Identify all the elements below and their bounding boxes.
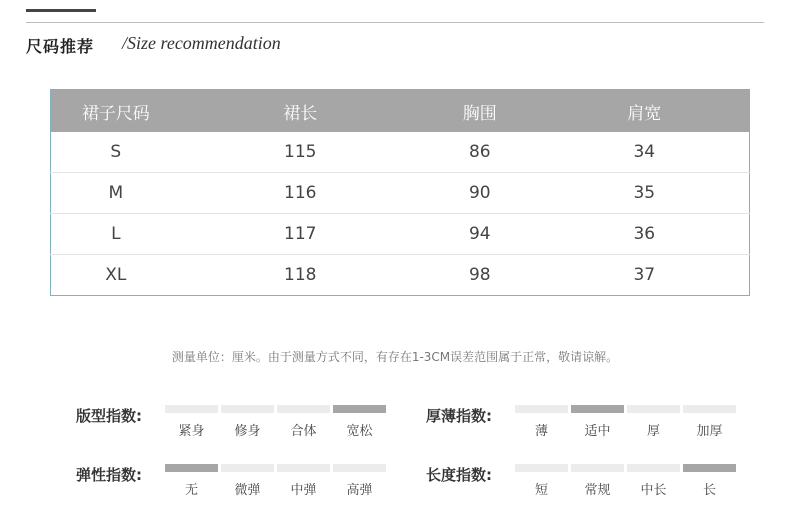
cell-size: M xyxy=(51,173,181,214)
cell-bust: 90 xyxy=(420,173,540,214)
scale-segment xyxy=(515,464,568,472)
column-header-bust: 胸围 xyxy=(420,90,540,133)
table-row xyxy=(51,132,750,173)
header-divider xyxy=(26,22,764,23)
scale-option-label: 紧身 xyxy=(178,424,205,439)
cell-bust: 94 xyxy=(420,214,540,255)
cell-length: 115 xyxy=(181,132,420,173)
scale-option-label: 中长 xyxy=(640,483,667,498)
scale-option-label: 厚 xyxy=(646,424,660,439)
section-title-cn: 尺码推荐 xyxy=(26,37,95,56)
scale-segment xyxy=(221,405,274,413)
scale-segment-selected xyxy=(333,405,386,413)
scale-segment-selected xyxy=(571,405,624,413)
scale-option-label: 合体 xyxy=(290,424,317,439)
cell-size: S xyxy=(51,132,181,173)
cell-length: 117 xyxy=(181,214,420,255)
elasticity-index-label: 弹性指数: xyxy=(76,466,142,484)
measurement-note: 测量单位：厘米。由于测量方式不同，有存在1-3CM误差范围属于正常，敬请谅解。 xyxy=(171,350,619,364)
scale-option-label: 中弹 xyxy=(290,483,317,498)
scale-option-label: 适中 xyxy=(584,424,611,439)
scale-option-label: 薄 xyxy=(534,424,548,439)
cell-size: L xyxy=(51,214,181,255)
header-accent-rule xyxy=(26,9,96,12)
scale-segment xyxy=(277,464,330,472)
scale-option-label: 加厚 xyxy=(696,424,723,439)
scale-segment xyxy=(571,464,624,472)
scale-option-label: 长 xyxy=(702,483,716,498)
scale-option-label: 修身 xyxy=(234,424,261,439)
scale-segment-selected xyxy=(165,464,218,472)
scale-option-label: 宽松 xyxy=(346,424,373,439)
column-header-size: 裙子尺码 xyxy=(51,90,181,133)
scale-segment-selected xyxy=(683,464,736,472)
scale-option-label: 高弹 xyxy=(346,483,373,498)
cell-shoulder: 34 xyxy=(540,132,750,173)
cell-shoulder: 36 xyxy=(540,214,750,255)
section-title-en: /Size recommendation xyxy=(122,33,281,53)
table-row xyxy=(51,214,750,255)
cell-length: 118 xyxy=(284,265,317,285)
scale-segment xyxy=(277,405,330,413)
table-row xyxy=(51,173,750,214)
cell-size: XL xyxy=(105,265,127,285)
length-index-label: 长度指数: xyxy=(426,466,492,484)
scale-segment xyxy=(515,405,568,413)
scale-segment xyxy=(165,405,218,413)
scale-option-label: 无 xyxy=(184,483,198,498)
table-header-row xyxy=(51,90,750,133)
cell-bust: 86 xyxy=(420,132,540,173)
cell-shoulder: 37 xyxy=(633,265,656,285)
cell-length: 116 xyxy=(181,173,420,214)
scale-segment xyxy=(683,405,736,413)
scale-option-label: 微弹 xyxy=(234,483,261,498)
scale-option-label: 短 xyxy=(534,483,548,498)
column-header-shoulder: 肩宽 xyxy=(540,90,750,133)
scale-segment xyxy=(333,464,386,472)
column-header-length: 裙长 xyxy=(181,90,420,133)
cell-shoulder: 35 xyxy=(540,173,750,214)
scale-segment xyxy=(627,405,680,413)
size-table xyxy=(50,89,750,296)
table-row xyxy=(51,255,750,296)
thickness-index-label: 厚薄指数: xyxy=(426,407,492,425)
scale-segment xyxy=(221,464,274,472)
scale-segment xyxy=(627,464,680,472)
cell-bust: 98 xyxy=(468,265,491,285)
scale-option-label: 常规 xyxy=(584,483,611,498)
fit-index-label: 版型指数: xyxy=(76,407,142,425)
